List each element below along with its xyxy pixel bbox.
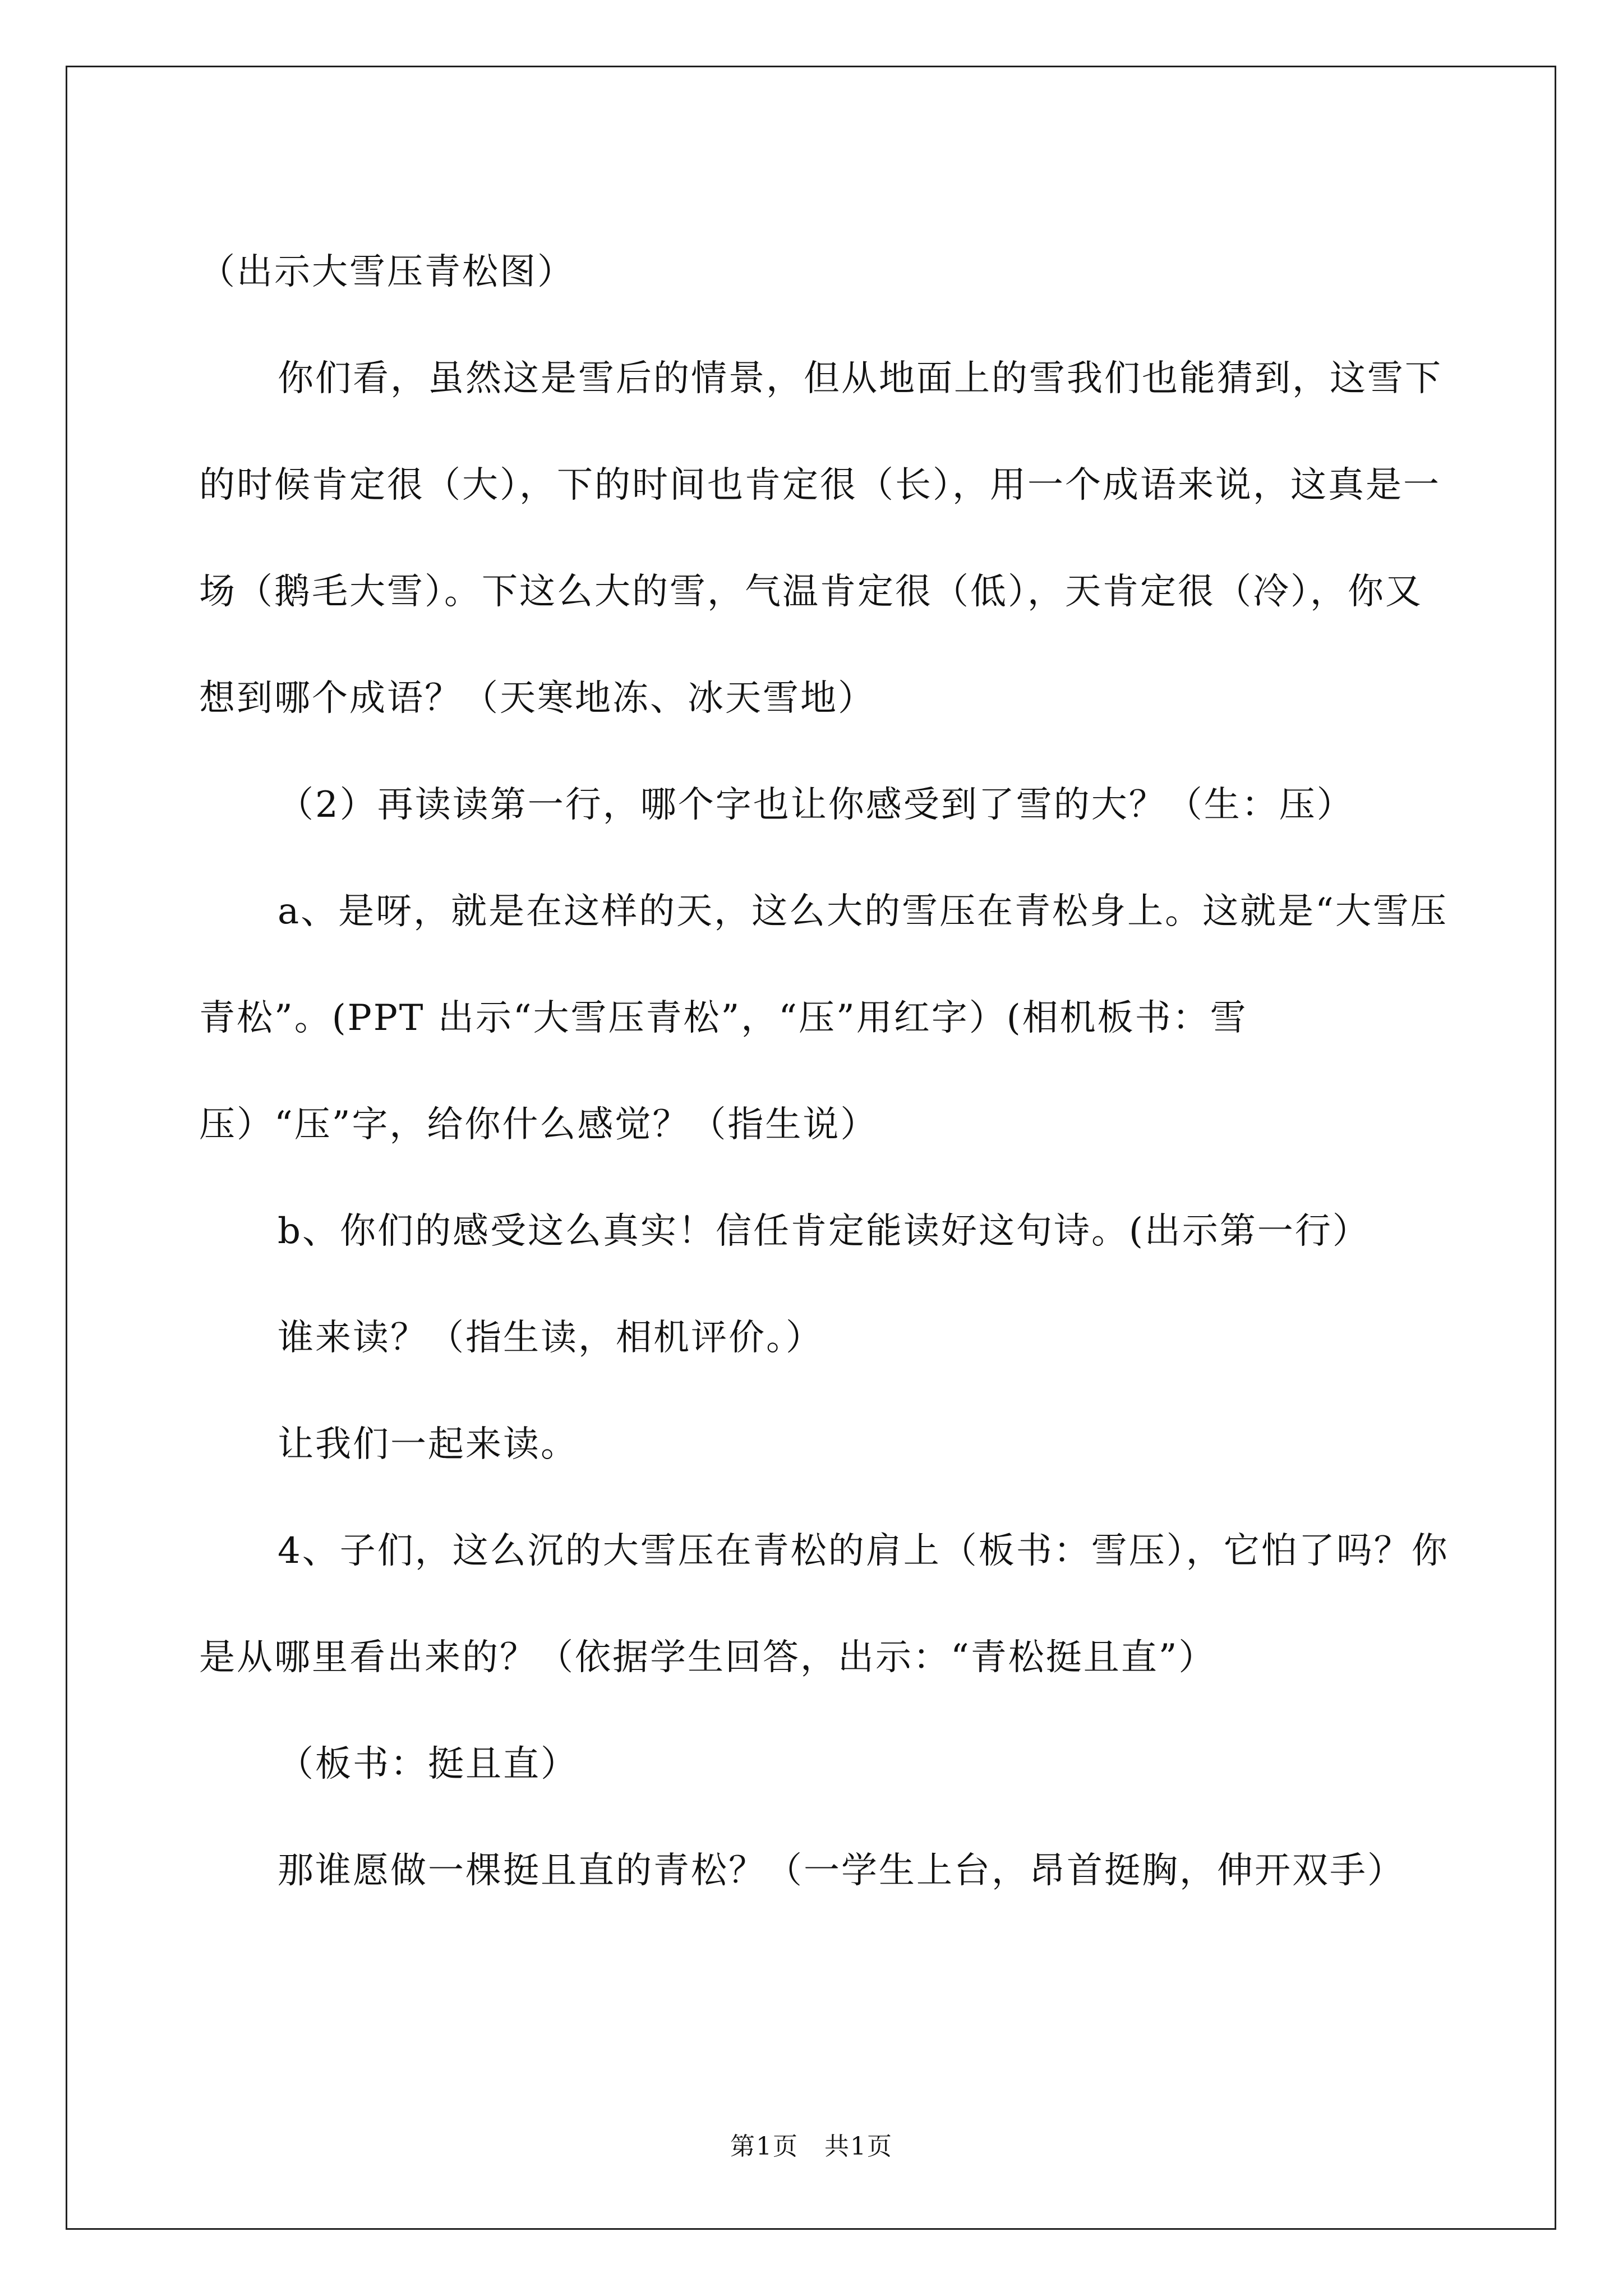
paragraph: （板书：挺且直） bbox=[278, 1743, 578, 1785]
paragraph: 4、子们，这么沉的大雪压在青松的肩上（板书：雪压），它怕了吗？你是从哪里看出来的？（依据学生回答，出示：“青松挺且直”） bbox=[199, 1530, 1449, 1678]
paragraph: 那谁愿做一棵挺且直的青松？（一学生上台，昂首挺胸，伸开双手） bbox=[278, 1850, 1405, 1892]
paragraph: b、你们的感受这么真实！信任肯定能读好这句诗。(出示第一行） bbox=[278, 1211, 1370, 1252]
document-body bbox=[199, 219, 1450, 1924]
paragraph: 谁来读？（指生读，相机评价。） bbox=[278, 1317, 823, 1359]
page-footer: 第1页 共1页 bbox=[730, 2132, 893, 2161]
paragraph: （出示大雪压青松图） bbox=[199, 251, 575, 293]
paragraph: （2）再读读第一行，哪个字也让你感受到了雪的大？（生：压） bbox=[278, 784, 1354, 826]
paragraph: a、是呀，就是在这样的天，这么大的雪压在青松身上。这就是“大雪压青松”。(PPT 出示“大雪压青松”，“压”用红字）(相机板书：雪压）“压”字，给你什么感觉？（指生说） bbox=[199, 891, 1448, 1145]
paragraph: 让我们一起来读。 bbox=[278, 1424, 578, 1465]
paragraph: 你们看，虽然这是雪后的情景，但从地面上的雪我们也能猜到，这雪下的时候肯定很（大），下的时间也肯定很（长），用一个成语来说，这真是一场（鹅毛大雪）。下这么大的雪，气温肯定很（低），天肯定很（冷），你又想到哪个成语？（天寒地冻、冰天雪地） bbox=[199, 358, 1442, 719]
